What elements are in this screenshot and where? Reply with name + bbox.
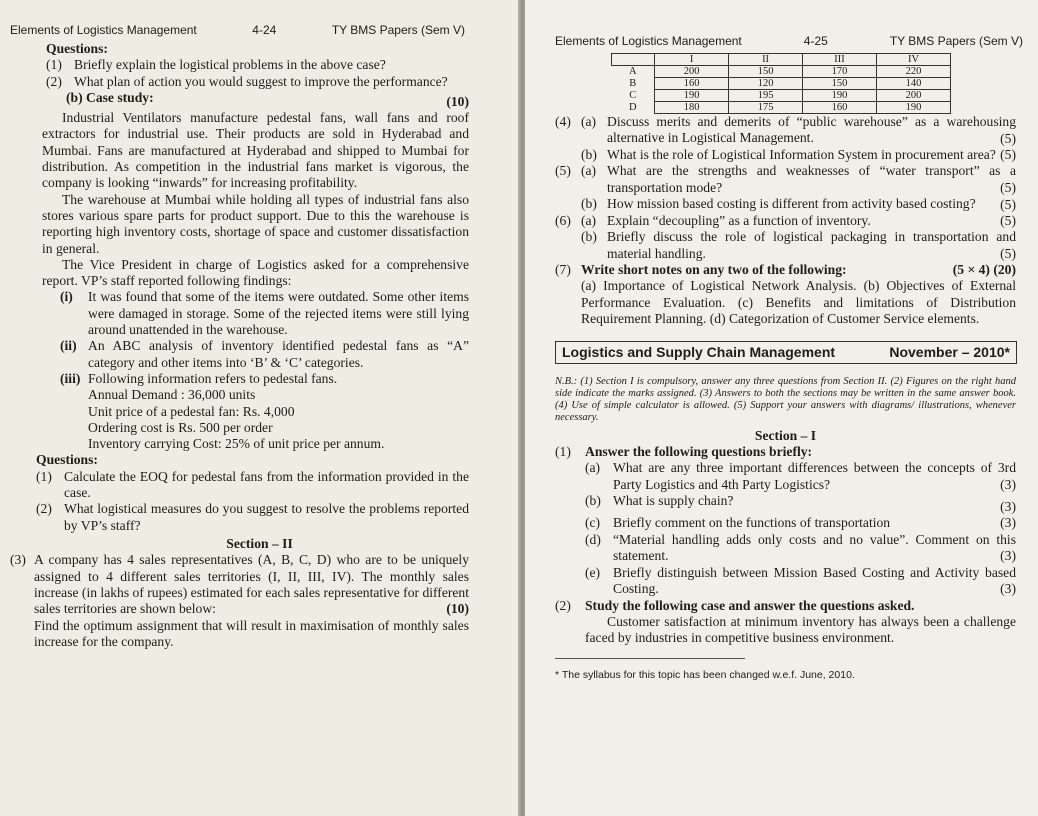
table-row: A 200 150 170 220 xyxy=(612,66,951,78)
case-paragraph: The Vice President in charge of Logistics asked for a comprehensive report. VP’s staff reported following findings: xyxy=(42,256,469,289)
table-row: C 190 195 190 200 xyxy=(612,90,951,102)
question-item: (c) Briefly comment on the functions of transportation (3) xyxy=(585,515,1016,531)
exam-subject: Logistics and Supply Chain Management xyxy=(562,344,836,361)
right-page-body xyxy=(555,53,1016,684)
sales-matrix-table xyxy=(611,53,951,114)
table-row: B 160 120 150 140 xyxy=(612,78,951,90)
question-item: (a) What are any three important differences between the concepts of 3rd Party Logistics and 4th Party Logistics? (3) xyxy=(585,460,1016,492)
question-item: (b) How mission based costing is different from activity based costing? (5) xyxy=(581,196,1016,212)
footnote: * The syllabus for this topic has been changed w.e.f. June, 2010. xyxy=(555,658,745,683)
instructions-note: N.B.: (1) Section I is compulsory, answer any three questions from Section II. (2) Figures on the right hand side indicate the marks assigned. (3) Answers to both the sections may be written in the same answer book. (4) Use of simple calculator is allowed. (5) Support your answers with diagrams/ illustrations, whenever necessary. xyxy=(555,375,1016,423)
case-paragraph: Customer satisfaction at minimum inventory has always been a challenge faced by industries in competitive business environment. xyxy=(585,613,1016,646)
questions-heading: Questions: xyxy=(46,41,108,56)
question-item: (b) What is supply chain? (3) xyxy=(585,493,1016,515)
header-series: TY BMS Papers (Sem V) xyxy=(889,34,1023,48)
table-header-row: I II III IV xyxy=(612,54,951,66)
question-item: (6) (a) Explain “decoupling” as a function of inventory. (5) xyxy=(555,212,1016,228)
finding-item: (i) It was found that some of the items were outdated. Some other items were damaged in storage. Some of the rejected items were still lying around unattended in the warehouse. xyxy=(60,289,469,338)
case-study-heading: (b) Case study: (10) xyxy=(66,89,469,109)
header-book-title: Elements of Logistics Management xyxy=(10,23,197,37)
left-page-header xyxy=(10,23,465,37)
question-item: (2) Study the following case and answer the questions asked. xyxy=(555,597,915,613)
exam-date: November – 2010* xyxy=(889,344,1010,361)
question-item: (2) What plan of action you would suggest to improve the performance? xyxy=(46,73,448,89)
question-item: (e) Briefly distinguish between Mission Based Costing and Activity based Costing. (3) xyxy=(585,564,1016,597)
section-heading: Section – I xyxy=(754,427,817,443)
exam-title-box xyxy=(555,341,1017,363)
question-item: (b) What is the role of Logistical Information System in procurement area? (5) xyxy=(581,146,1016,163)
right-page xyxy=(525,0,1038,816)
section-heading: Section – II xyxy=(226,535,293,551)
question-item: (2) What logistical measures do you suggest to resolve the problems reported by VP’s staff? xyxy=(36,501,469,533)
question-item: (7) Write short notes on any two of the following: (5 × 4) (20) (a) Importance of Logistical Network Analysis. (b) Objectives of External Performance Evaluation. (c) Benefits and limitations of Distribution Requirement Planning. (d) Categorization of Customer Service elements. xyxy=(555,262,1016,327)
table-row: D 180 175 160 190 xyxy=(612,102,951,114)
header-series: TY BMS Papers (Sem V) xyxy=(331,23,465,37)
pedestal-fan-info: Annual Demand : 36,000 units Unit price of a pedestal fan: Rs. 4,000 Ordering cost is Rs. 500 per order Inventory carrying Cost: 25% of unit price per annum. xyxy=(88,387,385,452)
question-item: (1) Answer the following questions briefly: xyxy=(555,443,813,459)
header-page-number: 4-24 xyxy=(252,23,277,37)
case-paragraph: The warehouse at Mumbai while holding all types of industrial fans also stores various spare parts for product support. Due to this the warehouse is reporting high inventory costs, shortage of space and customer dissatisfaction in general. xyxy=(42,191,469,256)
question-item: (1) Calculate the EOQ for pedestal fans from the information provided in the case. xyxy=(36,468,469,501)
question-item: (3) A company has 4 sales representatives (A, B, C, D) who are to be uniquely assigned to 4 different sales territories (I, II, III, IV). The monthly sales increase (in lakhs of rupees) estimated for each sales representative for different sales territories are shown below: (10) Find the optimum assignment that will result in maximisation of monthly sales increase for the company. xyxy=(10,552,469,649)
question-item: (1) Briefly explain the logistical problems in the above case? xyxy=(46,57,386,73)
finding-item: (ii) An ABC analysis of inventory identified pedestal fans as “A” category and other items into ‘B’ & ‘C’ categories. xyxy=(60,338,469,370)
header-book-title: Elements of Logistics Management xyxy=(555,34,742,48)
finding-item: (iii) Following information refers to pedestal fans. xyxy=(60,370,338,386)
question-item: (5) (a) What are the strengths and weaknesses of “water transport” as a transportation mode? (5) xyxy=(555,163,1016,196)
question-item: (d) “Material handling adds only costs and no value”. Comment on this statement. (3) xyxy=(585,531,1016,564)
right-page-header xyxy=(555,34,1023,48)
header-page-number: 4-25 xyxy=(803,34,828,48)
questions-heading: Questions: xyxy=(36,452,98,468)
left-page-body xyxy=(10,41,469,650)
case-paragraph: Industrial Ventilators manufacture pedestal fans, wall fans and roof extractors for industrial use. Their products are sold in Hyderabad and Mumbai. Fans are manufactured at Hyderabad and shipped to Mumbai for distribution. As competition in the industrial fans market is vigorous, the company is looking “inwards” for increasing profitability. xyxy=(42,110,469,191)
question-item: (4) (a) Discuss merits and demerits of “public warehouse” as a warehousing alternative in Logistical Management. (5) xyxy=(555,114,1016,146)
question-item: (b) Briefly discuss the role of logistical packaging in transportation and material handling. (5) xyxy=(581,229,1016,261)
